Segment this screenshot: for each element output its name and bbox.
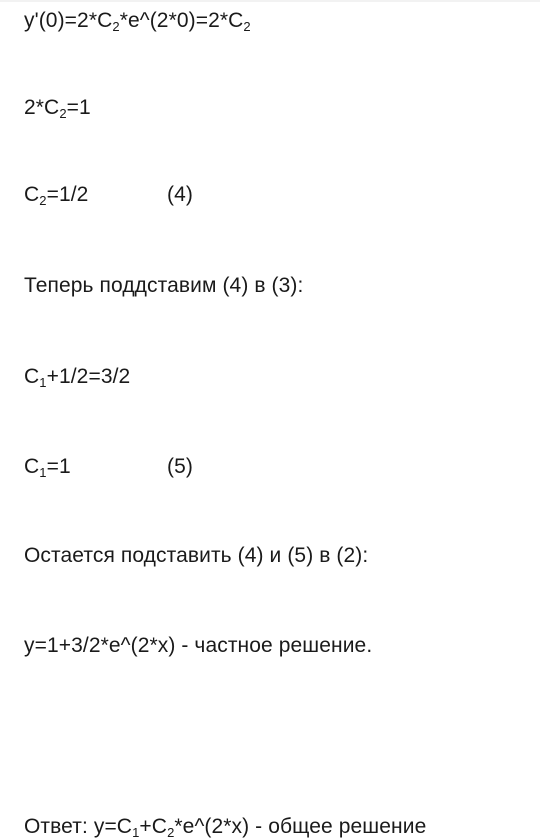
eq5-part-b: +1/2=3/2 xyxy=(46,365,131,388)
answer-general-solution xyxy=(24,814,426,840)
eq3-part-a: C xyxy=(24,183,40,206)
eq6-part-a: C xyxy=(24,455,40,478)
eq6-subscript: 1 xyxy=(39,465,47,480)
eq3-subscript: 2 xyxy=(39,193,47,208)
text-substitute-4-5-into-2-label: Остается подставить (4) и (5) в (2): xyxy=(24,544,369,567)
text-substitute-4-5-into-2 xyxy=(24,543,368,569)
eq5-subscript: 1 xyxy=(39,375,47,390)
eq5-part-a: C xyxy=(24,365,40,388)
eq3-part-b: =1/2 xyxy=(46,183,89,206)
equation-tag-4: (4) xyxy=(167,183,193,206)
answer-part-a: Ответ: y=C xyxy=(24,815,133,838)
answer-subscript-2: 2 xyxy=(167,825,175,840)
particular-solution-label: y=1+3/2*e^(2*x) - частное решение. xyxy=(24,634,373,657)
answer-part-c: *e^(2*x) - общее решение xyxy=(174,815,427,838)
text-substitute-4-into-3-label: Теперь поддставим (4) в (3): xyxy=(24,274,304,297)
eq1-subscript-2: 2 xyxy=(243,19,251,34)
particular-solution xyxy=(24,633,372,659)
equation-c1-sum xyxy=(24,364,130,390)
equation-c2-value xyxy=(24,182,324,208)
equation-2c2 xyxy=(24,95,91,121)
text-substitute-4-into-3 xyxy=(24,273,303,299)
equation-tag-5: (5) xyxy=(167,455,193,478)
eq2-part-b: =1 xyxy=(66,96,91,119)
eq2-part-a: 2*C xyxy=(24,96,60,119)
equation-c1-value xyxy=(24,454,324,480)
answer-part-b: +C xyxy=(139,815,168,838)
eq2-subscript: 2 xyxy=(59,106,67,121)
eq1-part-b: *e^(2*0)=2*C xyxy=(119,9,244,32)
top-edge-divider xyxy=(0,0,540,2)
eq1-subscript-1: 2 xyxy=(112,19,120,34)
answer-subscript-1: 1 xyxy=(132,825,140,840)
equation-derivative-at-zero xyxy=(24,8,251,34)
eq6-part-b: =1 xyxy=(46,455,71,478)
eq1-part-a: y'(0)=2*C xyxy=(24,9,113,32)
